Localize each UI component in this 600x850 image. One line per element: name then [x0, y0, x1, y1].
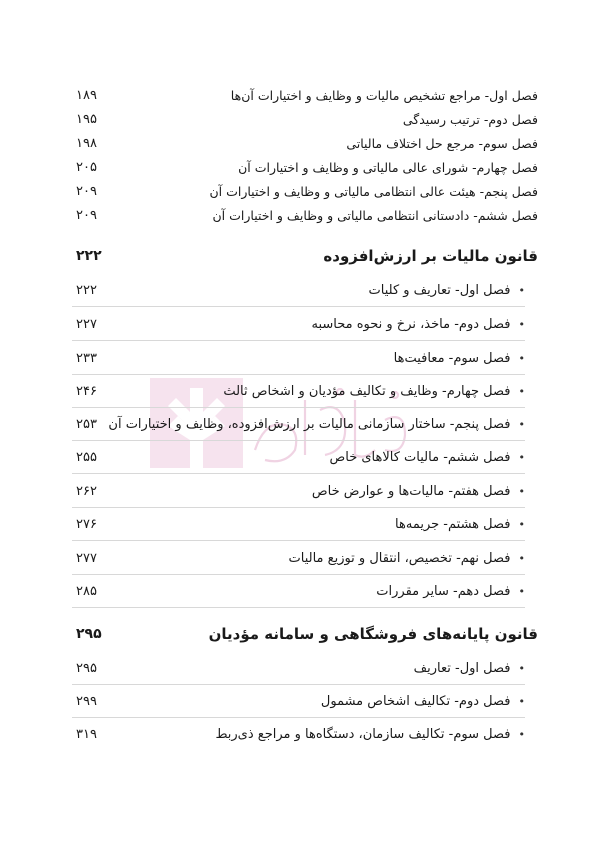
- entry-page-number: ۲۰۹: [76, 207, 97, 223]
- toc-entry[interactable]: [72, 342, 525, 375]
- section-title: قانون مالیات بر ارزش‌افزوده: [323, 247, 538, 265]
- toc-entry[interactable]: [72, 575, 525, 608]
- entry-page-number: ۲۲۷: [76, 316, 97, 332]
- section-heading-store-terminals-law[interactable]: [72, 620, 538, 648]
- toc-entry[interactable]: [72, 274, 525, 307]
- entry-title: فصل هشتم- جریمه‌ها: [395, 516, 511, 532]
- entry-title: فصل دهم- سایر مقررات: [376, 583, 511, 599]
- toc-entry[interactable]: [72, 652, 525, 685]
- entry-title: فصل ششم- دادستانی انتظامی مالیاتی و وظایف و اختیارات آن: [212, 207, 538, 223]
- toc-entry[interactable]: [72, 108, 538, 130]
- toc-entry[interactable]: [72, 542, 525, 575]
- toc-entry[interactable]: [72, 508, 525, 541]
- bullet-icon: •: [518, 283, 525, 297]
- bullet-icon: •: [518, 351, 525, 365]
- entry-page-number: ۲۶۲: [76, 483, 97, 499]
- entry-page-number: ۲۴۶: [76, 383, 97, 399]
- entry-page-number: ۲۷۶: [76, 516, 97, 532]
- section-heading-vat-law[interactable]: [72, 242, 538, 270]
- entry-title: فصل پنجم- ساختار سازمانی مالیات بر ارزش‌افزوده، وظایف و اختیارات آن: [108, 416, 511, 432]
- entry-page-number: ۱۸۹: [76, 87, 97, 103]
- bullet-icon: •: [518, 450, 525, 464]
- entry-page-number: ۱۹۵: [76, 111, 97, 127]
- section-page-number: ۲۲۲: [76, 248, 102, 264]
- toc-entry[interactable]: [72, 84, 538, 106]
- bullet-icon: •: [518, 384, 525, 398]
- entry-title: فصل اول- تعاریف: [413, 660, 511, 676]
- entry-page-number: ۲۵۳: [76, 416, 97, 432]
- entry-page-number: ۲۳۳: [76, 350, 97, 366]
- entry-page-number: ۳۱۹: [76, 726, 97, 742]
- entry-title: فصل اول- مراجع تشخیص مالیات و وظایف و اختیارات آن‌ها: [230, 87, 538, 103]
- entry-page-number: ۲۹۵: [76, 660, 97, 676]
- toc-entry[interactable]: [72, 475, 525, 508]
- bullet-icon: •: [518, 694, 525, 708]
- bullet-icon: •: [518, 317, 525, 331]
- toc-entry[interactable]: [72, 375, 525, 408]
- entry-title: فصل دوم- تکالیف اشخاص مشمول: [320, 693, 511, 709]
- entry-title: فصل دوم- ماخذ، نرخ و نحوه محاسبه: [311, 316, 511, 332]
- toc-entry[interactable]: [72, 685, 525, 718]
- entry-page-number: ۲۰۵: [76, 159, 97, 175]
- entry-page-number: ۲۸۵: [76, 583, 97, 599]
- entry-title: فصل سوم- مرجع حل اختلاف مالیاتی: [346, 135, 538, 151]
- entry-title: فصل اول- تعاریف و کلیات: [368, 282, 511, 298]
- toc-entry[interactable]: [72, 441, 525, 474]
- bullet-icon: •: [518, 661, 525, 675]
- entry-title: فصل هفتم- مالیات‌ها و عوارض خاص: [311, 483, 511, 499]
- toc-entry[interactable]: [72, 180, 538, 202]
- entry-page-number: ۲۷۷: [76, 550, 97, 566]
- bullet-icon: •: [518, 727, 525, 741]
- entry-title: فصل ششم- مالیات کالاهای خاص: [329, 449, 511, 465]
- toc-entry[interactable]: [72, 132, 538, 154]
- entry-page-number: ۲۲۲: [76, 282, 97, 298]
- entry-title: فصل چهارم- وظایف و تکالیف مؤدیان و اشخاص ثالث: [223, 383, 511, 399]
- toc-entry[interactable]: [72, 408, 525, 441]
- entry-title: فصل چهارم- شورای عالی مالیاتی و وظایف و اختیارات آن: [238, 159, 538, 175]
- toc-entry[interactable]: [72, 156, 538, 178]
- toc-entry[interactable]: [72, 308, 525, 341]
- entry-title: فصل نهم- تخصیص، انتقال و توزیع مالیات: [288, 550, 511, 566]
- entry-page-number: ۱۹۸: [76, 135, 97, 151]
- toc-entry[interactable]: [72, 204, 538, 226]
- section-page-number: ۲۹۵: [76, 626, 102, 642]
- entry-page-number: ۲۰۹: [76, 183, 97, 199]
- bullet-icon: •: [518, 584, 525, 598]
- section-title: قانون پایانه‌های فروشگاهی و سامانه مؤدیان: [208, 625, 538, 643]
- bullet-icon: •: [518, 551, 525, 565]
- bullet-icon: •: [518, 417, 525, 431]
- entry-title: فصل پنجم- هیئت عالی انتظامی مالیاتی و وظایف و اختیارات آن: [209, 183, 538, 199]
- entry-title: فصل دوم- ترتیب رسیدگی: [402, 111, 538, 127]
- toc-entry[interactable]: [72, 718, 525, 750]
- entry-title: فصل سوم- معافیت‌ها: [393, 350, 511, 366]
- bullet-icon: •: [518, 517, 525, 531]
- entry-page-number: ۲۵۵: [76, 449, 97, 465]
- entry-title: فصل سوم- تکالیف سازمان، دستگاه‌ها و مراجع ذی‌ربط: [215, 726, 511, 742]
- bullet-icon: •: [518, 484, 525, 498]
- entry-page-number: ۲۹۹: [76, 693, 97, 709]
